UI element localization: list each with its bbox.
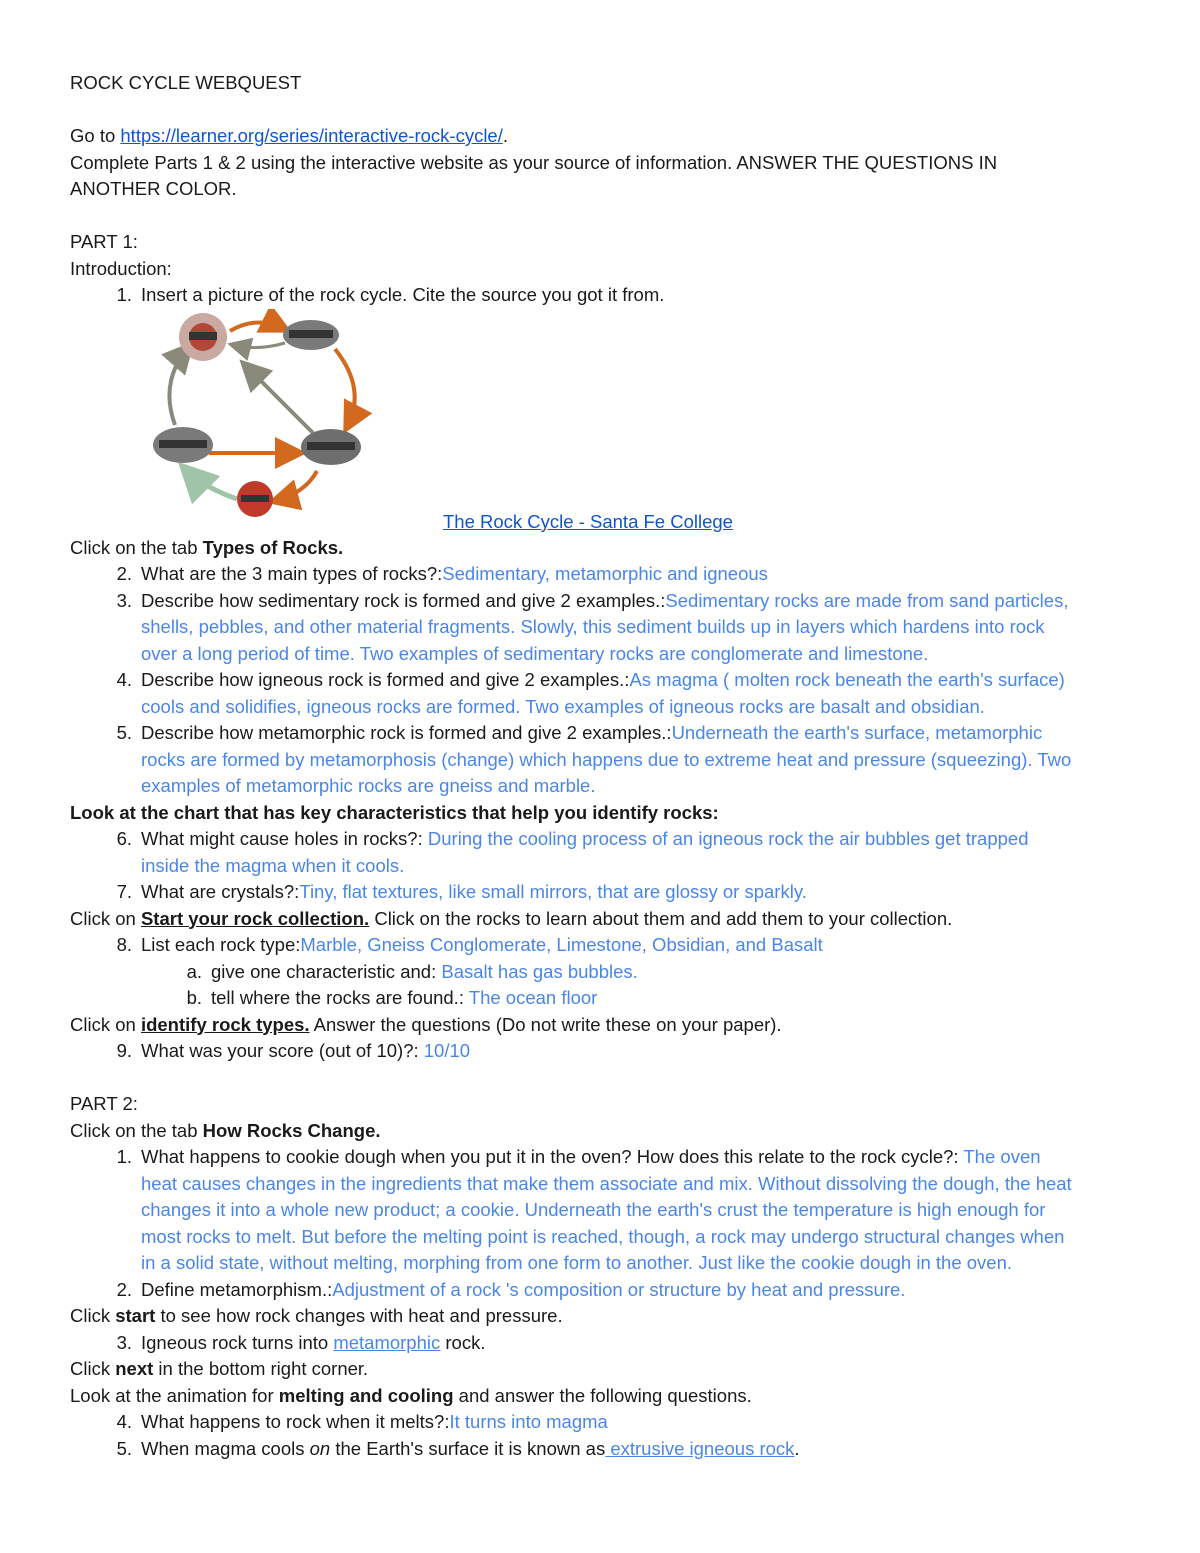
goto-suffix: . <box>502 125 509 146</box>
start-label: start <box>115 1305 156 1326</box>
chart-heading-text: Look at the chart that has key characteristics that help you identify rocks: <box>70 801 719 823</box>
question-text: Igneous rock turns into <box>141 1331 334 1353</box>
answer-text: The ocean floor <box>468 987 598 1008</box>
question-text-after: rock. <box>440 1331 486 1353</box>
next-label: next <box>115 1358 154 1379</box>
sub-question-letter: b. <box>186 987 202 1008</box>
goto-line <box>70 123 1140 150</box>
question-text: What happens to rock when it melts?: <box>141 1411 450 1432</box>
answer-text: extrusive igneous rock <box>605 1437 795 1459</box>
identify-rock-types-label: identify rock types. <box>140 1013 310 1035</box>
instruction-prefix: Click <box>70 1305 116 1326</box>
part1-subheading: Introduction: <box>70 257 172 279</box>
question-number: 7. <box>116 881 132 902</box>
question-text: Describe how metamorphic rock is formed and give 2 examples.: <box>141 722 672 743</box>
goto-prefix: Go to <box>70 125 121 146</box>
question-number: 8. <box>116 934 132 955</box>
question-6 <box>70 826 1140 879</box>
question-number: 1. <box>116 1146 132 1167</box>
question-2 <box>70 561 1140 588</box>
answer-text: Sedimentary, metamorphic and igneous <box>442 563 768 584</box>
question-text: tell where the rocks are found.: <box>211 987 469 1008</box>
question-text-mid: the Earth's surface it is known as <box>330 1437 606 1459</box>
figure-source-link[interactable]: The Rock Cycle - Santa Fe College <box>443 510 733 532</box>
document-page <box>70 70 1140 1462</box>
answer-text: It turns into magma <box>449 1411 608 1432</box>
instruction-prefix: Click on the tab <box>70 1119 203 1141</box>
answer-text: cools and solidifies, igneous rocks are formed. Two examples of igneous rocks are basalt and obsidian. <box>141 695 985 717</box>
answer-text: During the cooling process of an igneous rock the air bubbles get trapped <box>422 828 1029 849</box>
question-number: 5. <box>116 1437 132 1459</box>
answer-text: As magma ( molten rock beneath the earth's surface) <box>629 669 1065 690</box>
answer-text: Basalt has gas bubbles. <box>441 960 638 982</box>
instruction-prefix: Click on the tab <box>70 536 203 558</box>
next-instruction <box>70 1356 1140 1383</box>
question-number: 5. <box>116 722 132 743</box>
question-number: 1. <box>116 284 132 305</box>
question-8a <box>70 959 1140 986</box>
question-text: Describe how igneous rock is formed and give 2 examples.: <box>141 669 630 690</box>
instruction-suffix: Click on the rocks to learn about them and add them to your collection. <box>369 907 953 929</box>
answer-text: most rocks to melt. But before the melting point is reached, though, a rock may undergo structural changes when <box>141 1225 1065 1247</box>
part2-question-2 <box>70 1277 1140 1304</box>
chart-heading <box>70 800 1140 827</box>
question-text: Describe how sedimentary rock is formed and give 2 examples.: <box>141 589 666 611</box>
collection-instruction <box>70 906 1140 933</box>
question-8b <box>70 985 1140 1012</box>
rock-cycle-figure-row <box>141 309 1140 535</box>
answer-text: examples of metamorphic rocks are gneiss and marble. <box>141 775 596 796</box>
answer-text: rocks are formed by metamorphosis (change) which happens due to extreme heat and pressure (squeezing). Two <box>141 748 1072 770</box>
question-text: What happens to cookie dough when you put it in the oven? How does this relate to the rock cycle?: <box>141 1146 959 1167</box>
instruction-prefix: Click on <box>70 907 141 929</box>
tab-change-instruction <box>70 1118 1140 1145</box>
answer-text: inside the magma when it cools. <box>141 854 405 876</box>
answer-text: in a solid state, without melting, morphing from one form to another. Just like the cookie dough in the oven. <box>141 1252 1013 1273</box>
question-text: give one characteristic and: <box>211 960 442 982</box>
part2-question-4 <box>70 1409 1140 1436</box>
question-text: Insert a picture of the rock cycle. Cite the source you got it from. <box>141 284 665 305</box>
question-number: 2. <box>116 1278 132 1300</box>
start-instruction <box>70 1303 1140 1330</box>
answer-text: Marble, Gneiss Conglomerate, Limestone, Obsidian, and Basalt <box>300 934 823 955</box>
question-1 <box>70 282 1140 309</box>
question-number: 6. <box>116 828 132 849</box>
question-number: 4. <box>116 669 132 690</box>
question-text-after: . <box>794 1437 800 1459</box>
answer-text: Adjustment of a rock 's composition or structure by heat and pressure. <box>332 1278 906 1300</box>
instruction-prefix: Click on <box>70 1013 141 1035</box>
question-text: What might cause holes in rocks?: <box>141 828 423 849</box>
answer-text: 10/10 <box>423 1040 471 1061</box>
instruction-suffix: and answer the following questions. <box>453 1384 752 1406</box>
question-text-italic: on <box>309 1437 331 1459</box>
part2-heading: PART 2: <box>70 1093 138 1114</box>
question-4 <box>70 667 1140 720</box>
part1-heading: PART 1: <box>70 231 138 252</box>
answer-text: The oven <box>958 1146 1041 1167</box>
document-title: ROCK CYCLE WEBQUEST <box>70 72 302 93</box>
tab-types-instruction <box>70 535 1140 562</box>
tab-types-label: Types of Rocks. <box>202 536 344 558</box>
answer-text: Underneath the earth's surface, metamorphic <box>671 722 1043 743</box>
sub-question-letter: a. <box>186 960 202 982</box>
question-9 <box>70 1038 1140 1065</box>
instructions-line-2: ANOTHER COLOR. <box>70 178 237 199</box>
melting-instruction <box>70 1383 1140 1410</box>
question-5 <box>70 720 1140 800</box>
question-3 <box>70 588 1140 668</box>
learner-url-link[interactable]: https://learner.org/series/interactive-rock-cycle/ <box>120 125 503 146</box>
part2-question-1 <box>70 1144 1140 1277</box>
question-number: 4. <box>116 1411 132 1432</box>
question-number: 2. <box>116 563 132 584</box>
part2-question-5 <box>70 1436 1140 1463</box>
question-number: 9. <box>116 1040 132 1061</box>
instruction-prefix: Click <box>70 1358 116 1379</box>
answer-text: Sedimentary rocks are made from sand particles, <box>665 589 1069 611</box>
part2-question-3 <box>70 1330 1140 1357</box>
instruction-suffix: to see how rock changes with heat and pressure. <box>155 1305 563 1326</box>
tab-change-label: How Rocks Change. <box>202 1119 381 1141</box>
answer-text: Tiny, flat textures, like small mirrors, that are glossy or sparkly. <box>299 881 807 902</box>
question-text: When magma cools <box>141 1437 310 1459</box>
answer-text: over a long period of time. Two examples of sedimentary rocks are conglomerate and limestone. <box>141 642 929 664</box>
instructions-line-1: Complete Parts 1 & 2 using the interactive website as your source of information. ANSWER THE QUESTIONS IN <box>70 151 998 173</box>
question-text: Define metamorphism.: <box>141 1278 333 1300</box>
answer-text: metamorphic <box>333 1331 441 1353</box>
question-number: 3. <box>116 589 132 611</box>
instruction-prefix: Look at the animation for <box>70 1384 279 1406</box>
answer-text: heat causes changes in the ingredients that make them associate and mix. Without dissolving the dough, the heat <box>141 1172 1072 1194</box>
question-text: What was your score (out of 10)?: <box>141 1040 424 1061</box>
question-7 <box>70 879 1140 906</box>
question-number: 3. <box>116 1331 132 1353</box>
question-8 <box>70 932 1140 959</box>
identify-instruction <box>70 1012 1140 1039</box>
instruction-suffix: in the bottom right corner. <box>153 1358 369 1379</box>
question-text: List each rock type: <box>141 934 301 955</box>
start-rock-collection-label: Start your rock collection. <box>140 907 370 929</box>
melting-cooling-label: melting and cooling <box>278 1384 454 1406</box>
question-text: What are the 3 main types of rocks?: <box>141 563 443 584</box>
instruction-suffix: Answer the questions (Do not write these on your paper). <box>309 1013 782 1035</box>
question-text: What are crystals?: <box>141 881 300 902</box>
answer-text: shells, pebbles, and other material fragments. Slowly, this sediment builds up in layers which hardens into rock <box>141 616 1045 637</box>
answer-text: changes it into a whole new product; a cookie. Underneath the earth's crust the temperature is high enough for <box>141 1199 1046 1220</box>
rock-cycle-diagram-icon <box>145 309 375 523</box>
